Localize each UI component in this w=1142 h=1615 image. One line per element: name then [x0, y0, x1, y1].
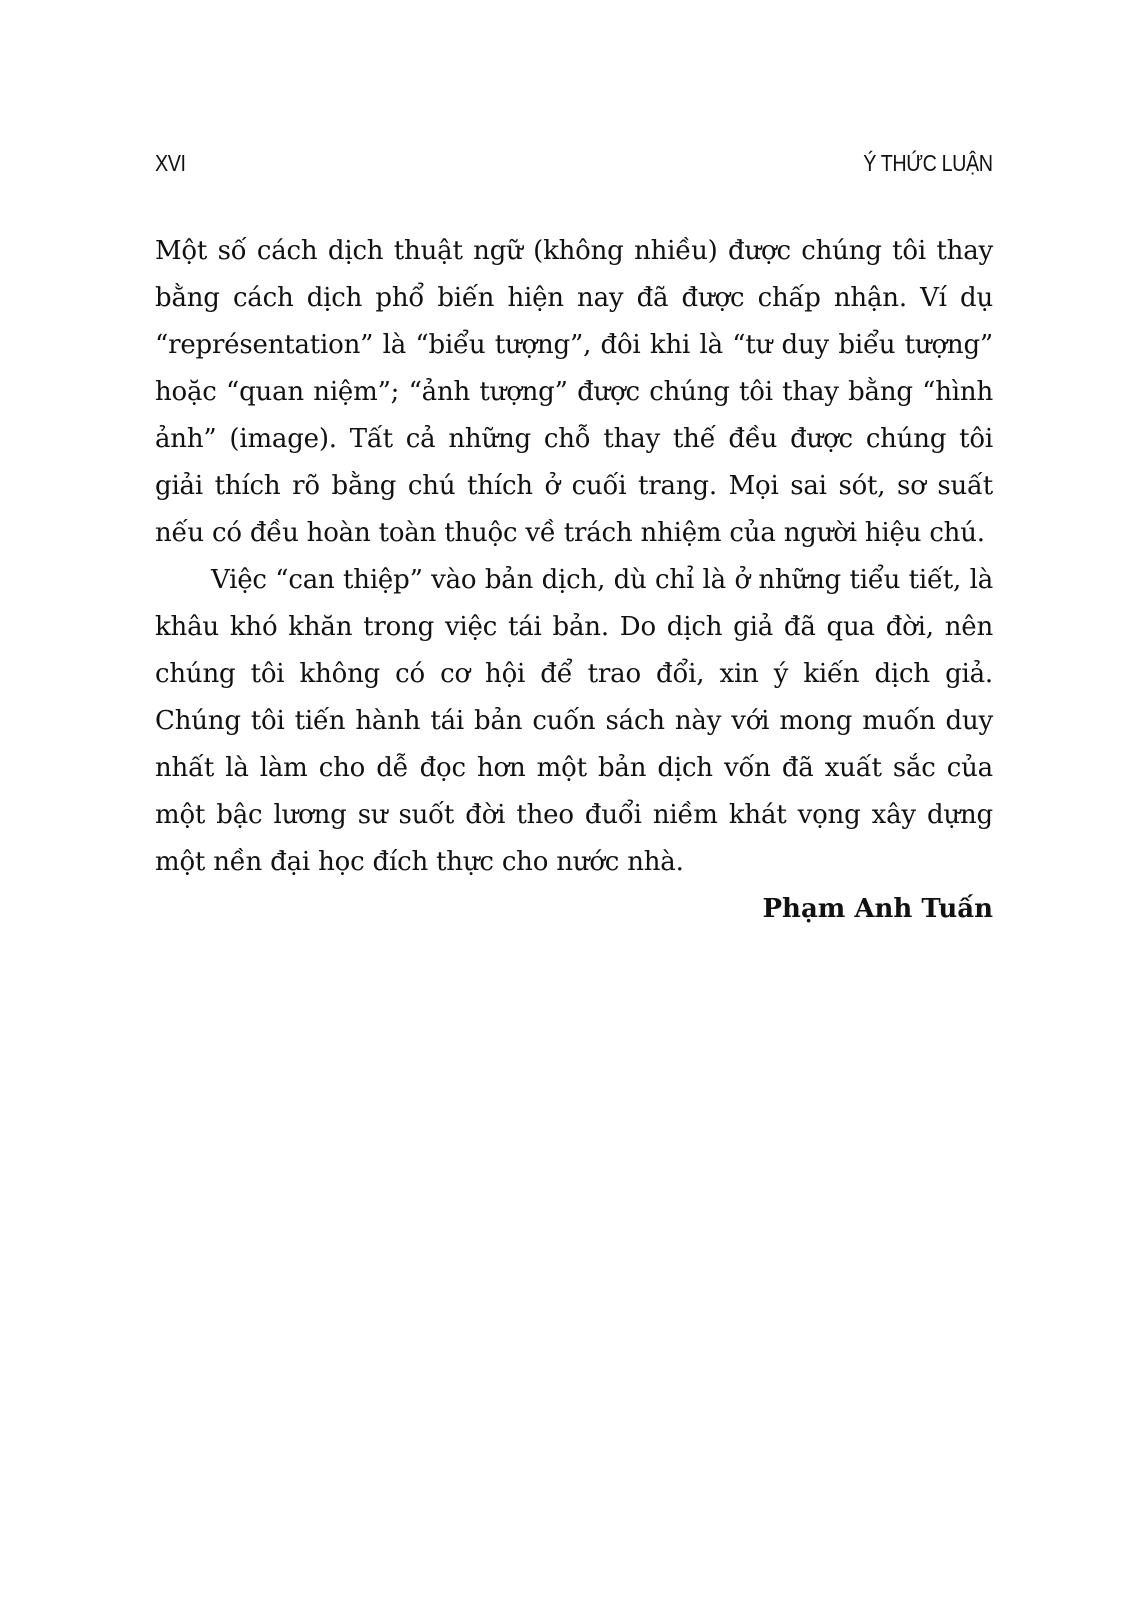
page-number: XVI — [155, 150, 186, 176]
running-header — [155, 150, 993, 184]
body-text — [155, 228, 993, 933]
paragraph: Việc “can thiệp” vào bản dịch, dù chỉ là ở những tiểu tiết, là khâu khó khăn trong việc tái bản. Do dịch giả đã qua đời, nên chúng tôi không có cơ hội để trao đổi, xin ý kiến dịch giả. Chúng tôi tiến hành tái bản cuốn sách này với mong muốn duy nhất là làm cho dễ đọc hơn một bản dịch vốn đã xuất sắc của một bậc lương sư suốt đời theo đuổi niềm khát vọng xây dựng một nền đại học đích thực cho nước nhà. — [155, 565, 993, 877]
author-signature: Phạm Anh Tuấn — [762, 894, 993, 924]
running-title: Ý THỨC LUẬN — [863, 150, 993, 176]
paragraph: Một số cách dịch thuật ngữ (không nhiều) được chúng tôi thay bằng cách dịch phổ biến hiện nay đã được chấp nhận. Ví dụ “représentation” là “biểu tượng”, đôi khi là “tư duy biểu tượng” hoặc “quan niệm”; “ảnh tượng” được chúng tôi thay bằng “hình ảnh” (image). Tất cả những chỗ thay thế đều được chúng tôi giải thích rõ bằng chú thích ở cuối trang. Mọi sai sót, sơ suất nếu có đều hoàn toàn thuộc về trách nhiệm của người hiệu chú. — [155, 236, 993, 548]
